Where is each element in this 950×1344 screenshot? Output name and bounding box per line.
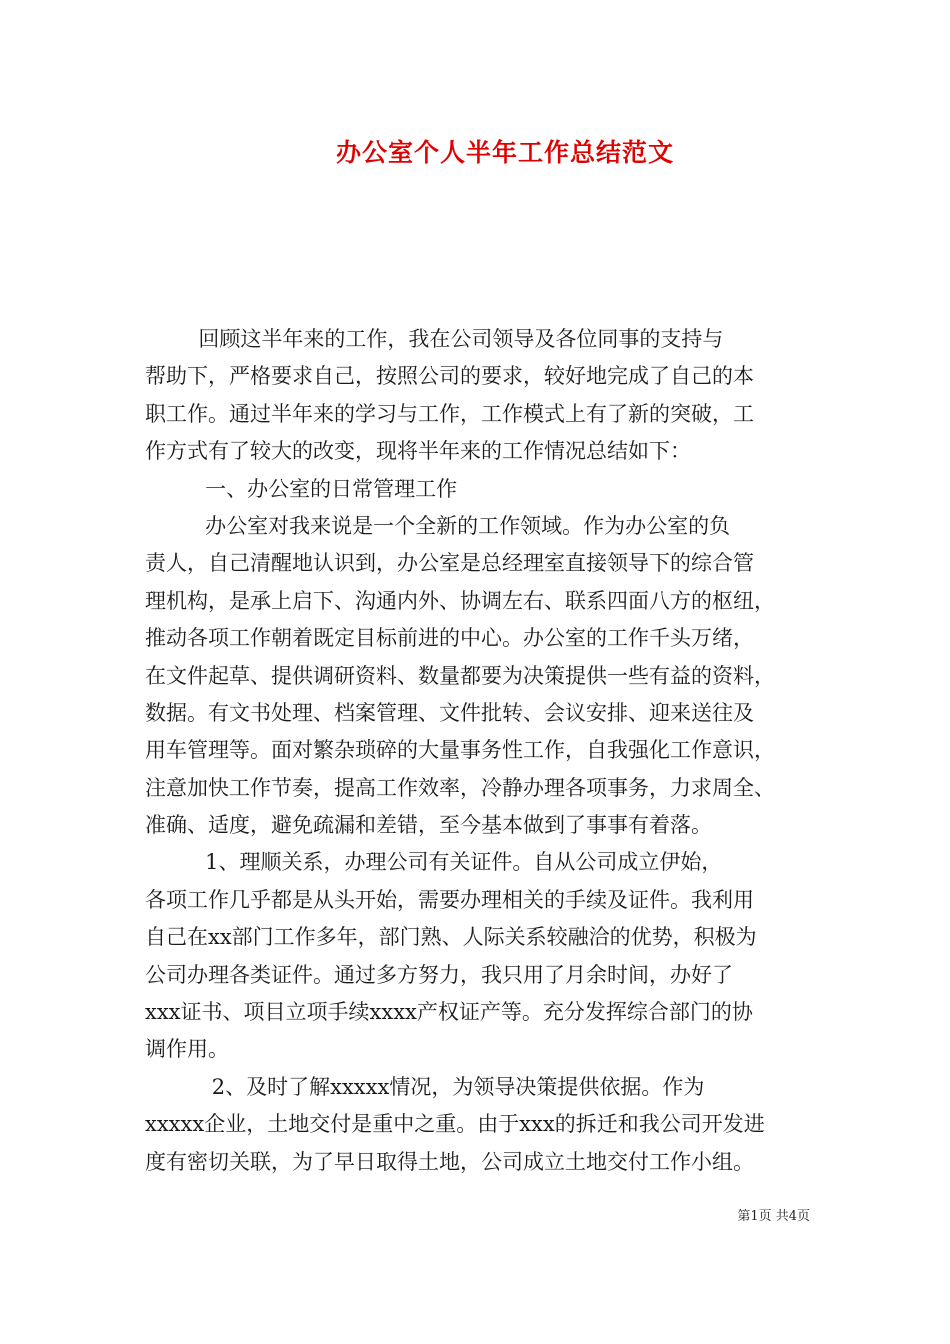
body-line: 职工作。通过半年来的学习与工作，工作模式上有了新的突破，工 xyxy=(145,401,754,426)
body-line: 注意加快工作节奏，提高工作效率，冷静办理各项事务，力求周全、 xyxy=(145,775,775,800)
body-line: 准确、适度，避免疏漏和差错，至今基本做到了事事有着落。 xyxy=(145,813,712,838)
body-line: 用车管理等。面对繁杂琐碎的大量事务性工作，自我强化工作意识， xyxy=(145,738,775,763)
body-line: 在文件起草、提供调研资料、数量都要为决策提供一些有益的资料， xyxy=(145,663,775,688)
document-body xyxy=(145,321,825,1181)
body-line: 公司办理各类证件。通过多方努力，我只用了月余时间，办好了 xyxy=(145,962,733,987)
body-line: 调作用。 xyxy=(145,1037,229,1062)
body-line: 回顾这半年来的工作，我在公司领导及各位同事的支持与 xyxy=(145,327,724,351)
body-line: 理机构，是承上启下、沟通内外、协调左右、联系四面八方的枢纽， xyxy=(145,588,775,613)
body-line: 责人，自己清醒地认识到，办公室是总经理室直接领导下的综合管 xyxy=(145,551,754,576)
body-line: 2、及时了解xxxxx情况，为领导决策提供依据。作为 xyxy=(145,1074,705,1099)
body-line: 办公室对我来说是一个全新的工作领域。作为办公室的负 xyxy=(145,513,731,538)
page-number-footer: 第1页 共4页 xyxy=(737,1209,810,1224)
body-line: 帮助下，严格要求自己，按照公司的要求，较好地完成了自己的本 xyxy=(145,364,754,389)
body-line: 度有密切关联，为了早日取得土地，公司成立土地交付工作小组。 xyxy=(145,1149,754,1174)
section-heading: 一、办公室的日常管理工作 xyxy=(145,476,458,501)
body-line: 推动各项工作朝着既定目标前进的中心。办公室的工作千头万绪， xyxy=(145,626,754,651)
body-line: 1、理顺关系，办理公司有关证件。自从公司成立伊始， xyxy=(145,850,723,875)
body-line: 自己在xx部门工作多年，部门熟、人际关系较融洽的优势，积极为 xyxy=(145,925,757,950)
body-line: 作方式有了较大的改变，现将半年来的工作情况总结如下： xyxy=(145,439,691,464)
document-title: 办公室个人半年工作总结范文 xyxy=(335,138,674,167)
body-line: 数据。有文书处理、档案管理、文件批转、会议安排、迎来送往及 xyxy=(145,700,754,725)
body-line: xxxxx企业，土地交付是重中之重。由于xxx的拆迁和我公司开发进 xyxy=(145,1112,765,1137)
body-line: 各项工作几乎都是从头开始，需要办理相关的手续及证件。我利用 xyxy=(145,887,754,912)
body-line: xxx证书、项目立项手续xxxx产权证产等。充分发挥综合部门的协 xyxy=(145,1000,753,1025)
